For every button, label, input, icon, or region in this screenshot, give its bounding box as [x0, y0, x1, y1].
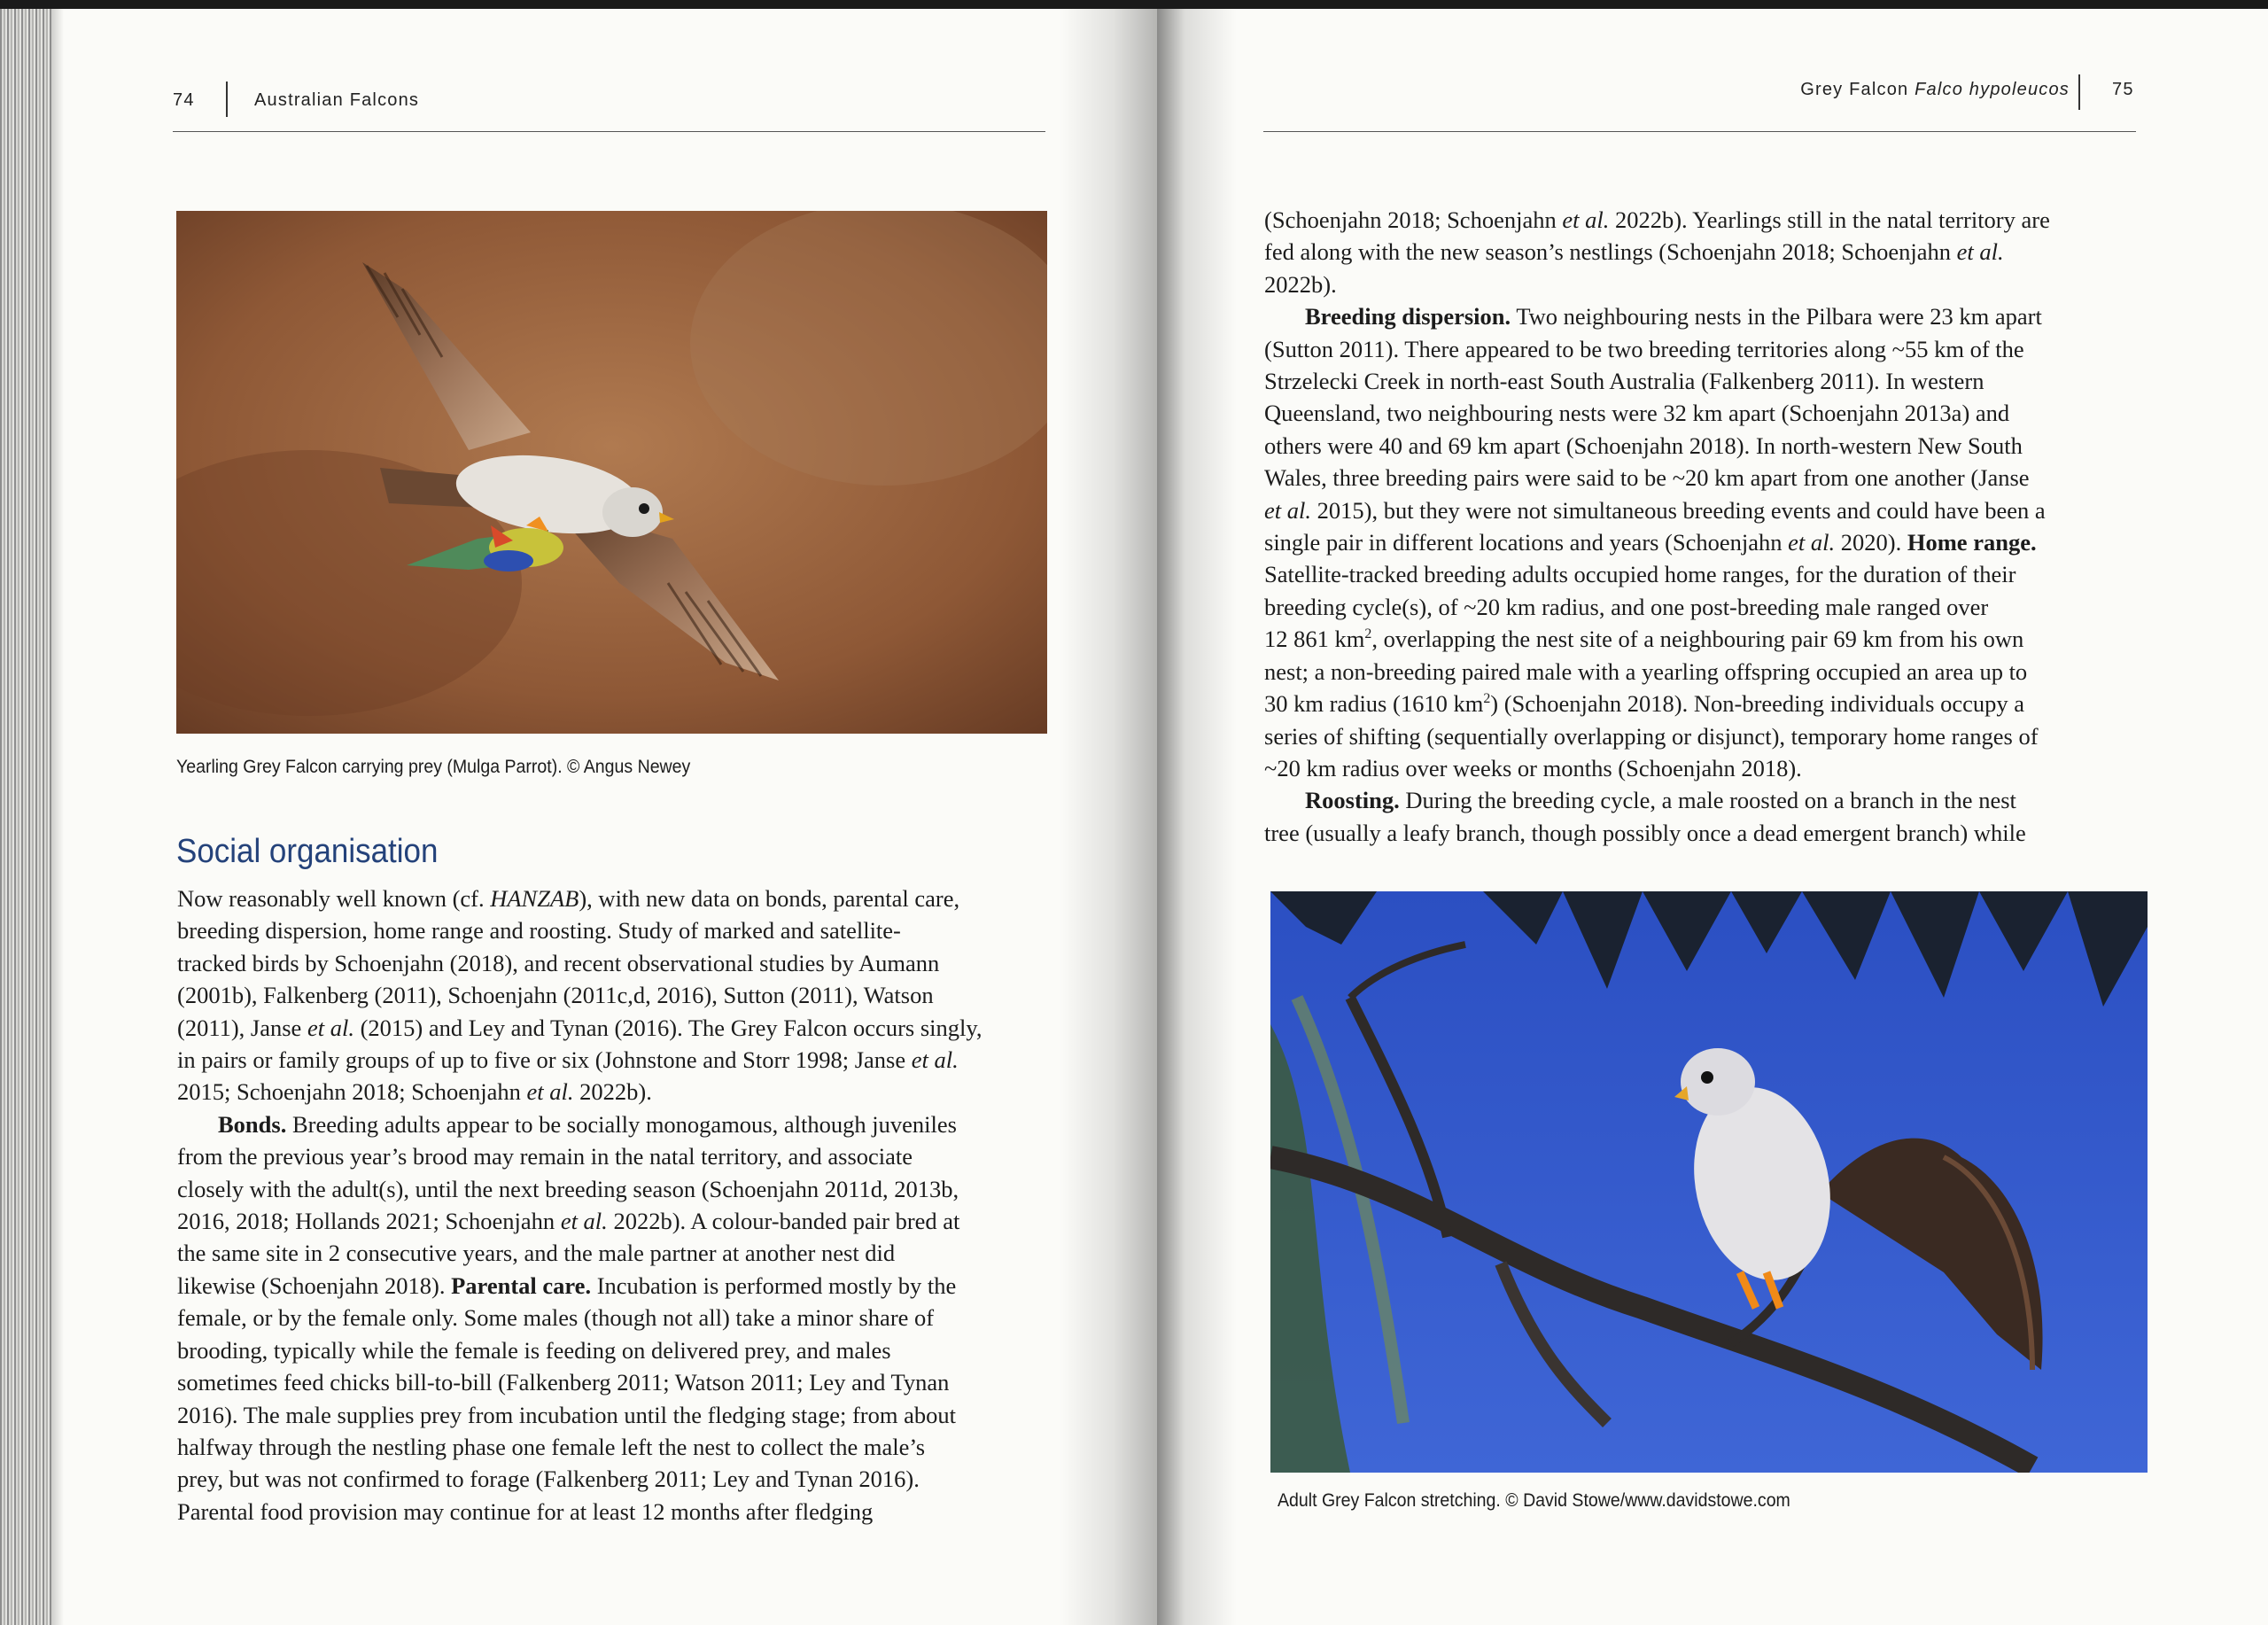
text-line: tree (usually a leafy branch, though possibly once a dead emergent branch) while	[1264, 819, 2026, 846]
text-line: sometimes feed chicks bill-to-bill (Falkenberg 2011; Watson 2011; Ley and Tynan	[177, 1369, 950, 1396]
header-rule	[1263, 131, 2136, 132]
text-line: (Schoenjahn 2018; Schoenjahn et al. 2022b). Yearlings still in the natal territory are	[1264, 206, 2050, 233]
text-line: breeding dispersion, home range and roosting. Study of marked and satellite-	[177, 917, 901, 945]
text-line: 2016). The male supplies prey from incubation until the fledging stage; from about	[177, 1401, 956, 1428]
text-line: the same site in 2 consecutive years, and the male partner at another nest did	[177, 1240, 896, 1267]
paragraph-bonds: Bonds. Breeding adults appear to be socially monogamous, although juveniles	[218, 1110, 957, 1138]
running-title: Australian Falcons	[254, 90, 420, 110]
text-line: 30 km radius (1610 $km^2$) (Schoenjahn 2018). Non-breeding individuals occupy a	[1264, 690, 2024, 718]
falcon-flight-image	[176, 211, 1047, 734]
text-line: closely with the adult(s), until the next breeding season (Schoenjahn 2011d, 2013b,	[177, 1175, 959, 1202]
header-divider	[226, 82, 228, 117]
paragraph-roosting: Roosting. During the breeding cycle, a male roosted on a branch in the nest	[1305, 787, 2016, 814]
text-line: in pairs or family groups of up to five or six (Johnstone and Storr 1998; Janse et al.	[177, 1046, 959, 1074]
gutter-shadow	[1157, 9, 1237, 1625]
text-line: 2022b).	[1264, 270, 1337, 298]
page-edges	[0, 9, 51, 1625]
text-line: brooding, typically while the female is feeding on delivered prey, and males	[177, 1336, 891, 1364]
text-line: single pair in different locations and years (Schoenjahn et al. 2020). Home range.	[1264, 529, 2037, 556]
text-line: et al. 2015), but they were not simultaneous breeding events and could have been a	[1264, 496, 2046, 524]
text-line: nest; a non-breeding paired male with a yearling offspring occupied an area up to	[1264, 657, 2028, 685]
running-title: Grey Falcon Falco hypoleucos	[1800, 80, 2070, 99]
falcon-perched-image	[1270, 891, 2148, 1473]
photo-caption-left: Yearling Grey Falcon carrying prey (Mulga Parrot). © Angus Newey	[176, 757, 691, 777]
text-line: fed along with the new season’s nestlings (Schoenjahn 2018; Schoenjahn et al.	[1264, 238, 2004, 266]
left-page	[0, 9, 1157, 1625]
paragraph-breeding-dispersion: Breeding dispersion. Two neighbouring nests in the Pilbara were 23 km apart	[1305, 303, 2042, 330]
text-line: halfway through the nestling phase one female left the nest to collect the male’s	[177, 1433, 926, 1460]
text-line: likewise (Schoenjahn 2018). Parental care. Incubation is performed mostly by the	[177, 1271, 957, 1299]
header-rule	[173, 131, 1045, 132]
text-line: 2016, 2018; Hollands 2021; Schoenjahn et al. 2022b). A colour-banded pair bred at	[177, 1208, 960, 1235]
text-line: Now reasonably well known (cf. HANZAB), with new data on bonds, parental care,	[177, 885, 960, 912]
page-number: 75	[2112, 80, 2134, 99]
text-line: 2015; Schoenjahn 2018; Schoenjahn et al. 2022b).	[177, 1078, 652, 1106]
page-number: 74	[173, 90, 195, 110]
text-line: tracked birds by Schoenjahn (2018), and recent observational studies by Aumann	[177, 949, 940, 976]
text-line: female, or by the female only. Some males (though not all) take a minor share of	[177, 1304, 935, 1332]
text-line: Strzelecki Creek in north-east South Australia (Falkenberg 2011). In western	[1264, 368, 1984, 395]
gutter-shadow	[1060, 9, 1157, 1625]
section-heading: Social organisation	[176, 833, 439, 870]
text-line: series of shifting (sequentially overlapping or disjunct), temporary home ranges of	[1264, 722, 2039, 750]
right-body-text	[1264, 204, 2050, 849]
photo-falcon-flight	[176, 211, 1047, 734]
text-line: breeding cycle(s), of ~20 km radius, and one post-breeding male ranged over	[1264, 593, 1989, 620]
text-line: ~20 km radius over weeks or months (Schoenjahn 2018).	[1264, 754, 1802, 781]
photo-caption-right: Adult Grey Falcon stretching. © David Stowe/www.davidstowe.com	[1278, 1490, 1790, 1511]
text-line: Parental food provision may continue for at least 12 months after fledging	[177, 1497, 874, 1525]
right-page	[1157, 9, 2268, 1625]
text-line: (2001b), Falkenberg (2011), Schoenjahn (2011c,d, 2016), Sutton (2011), Watson	[177, 982, 934, 1009]
text-line: (2011), Janse et al. (2015) and Ley and Tynan (2016). The Grey Falcon occurs singly,	[177, 1014, 983, 1041]
text-line: from the previous year’s brood may remain in the natal territory, and associate	[177, 1143, 913, 1170]
text-line: prey, but was not confirmed to forage (Falkenberg 2011; Ley and Tynan 2016).	[177, 1466, 920, 1493]
text-line: Satellite-tracked breeding adults occupied home ranges, for the duration of their	[1264, 561, 2016, 588]
header-divider	[2078, 74, 2080, 110]
text-line: Queensland, two neighbouring nests were 32 km apart (Schoenjahn 2013a) and	[1264, 400, 2010, 427]
photo-falcon-perched	[1270, 891, 2148, 1473]
left-body-text	[177, 882, 983, 1528]
text-line: (Sutton 2011). There appeared to be two breeding territories along ~55 km of the	[1264, 335, 2024, 362]
text-line: Wales, three breeding pairs were said to be ~20 km apart from one another (Janse	[1264, 464, 2030, 492]
text-line: 12 861 $km^2$, overlapping the nest site of a neighbouring pair 69 km from his own	[1264, 626, 2024, 653]
text-line: others were 40 and 69 km apart (Schoenjahn 2018). In north-western New South	[1264, 432, 2023, 459]
